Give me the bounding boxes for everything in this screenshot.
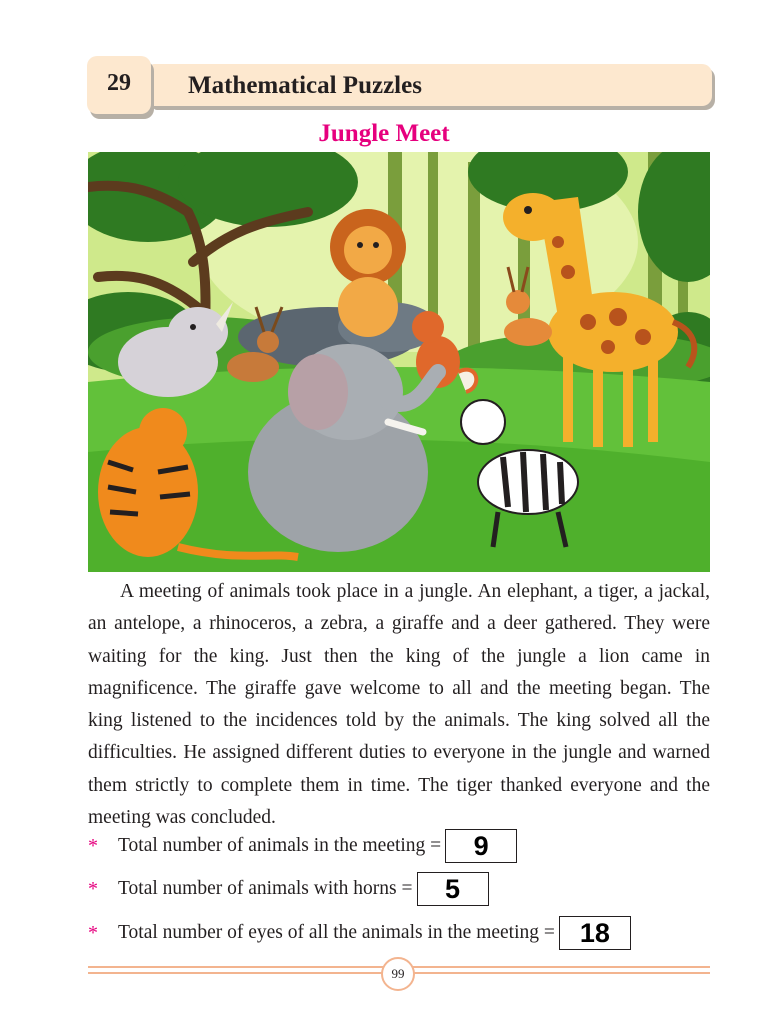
answer-box[interactable]: 18 <box>559 916 631 950</box>
section-subtitle: Jungle Meet <box>318 120 450 147</box>
question-row <box>88 828 517 864</box>
question-row <box>88 915 631 951</box>
question-text: Total number of animals in the meeting = <box>118 835 442 856</box>
page-number: 99 <box>381 957 415 991</box>
bullet-star: * <box>88 834 98 857</box>
question-text: Total number of animals with horns = <box>118 878 413 899</box>
bullet-star: * <box>88 877 98 900</box>
answer-box[interactable]: 9 <box>445 829 517 863</box>
question-text: Total number of eyes of all the animals in the meeting = <box>118 922 555 943</box>
chapter-title: Mathematical Puzzles <box>188 72 422 99</box>
question-row <box>88 871 489 907</box>
story-paragraph: A meeting of animals took place in a jungle. An elephant, a tiger, a jackal, an antelope, a rhinoceros, a zebra, a giraffe and a deer gathered. They were waiting for the king. Just then the king of the jungle a lion came in magnificence. The giraffe gave welcome to all and the meeting began. The king listened to the incidences told by the animals. The king solved all the difficulties. He assigned different duties to everyone in the jungle and warned them strictly to complete them in time. The tiger thanked everyone and the meeting was concluded. <box>88 581 710 829</box>
jungle-meet-illustration <box>88 152 710 572</box>
bullet-star: * <box>88 921 98 944</box>
answer-box[interactable]: 5 <box>417 872 489 906</box>
chapter-number: 29 <box>87 56 151 114</box>
